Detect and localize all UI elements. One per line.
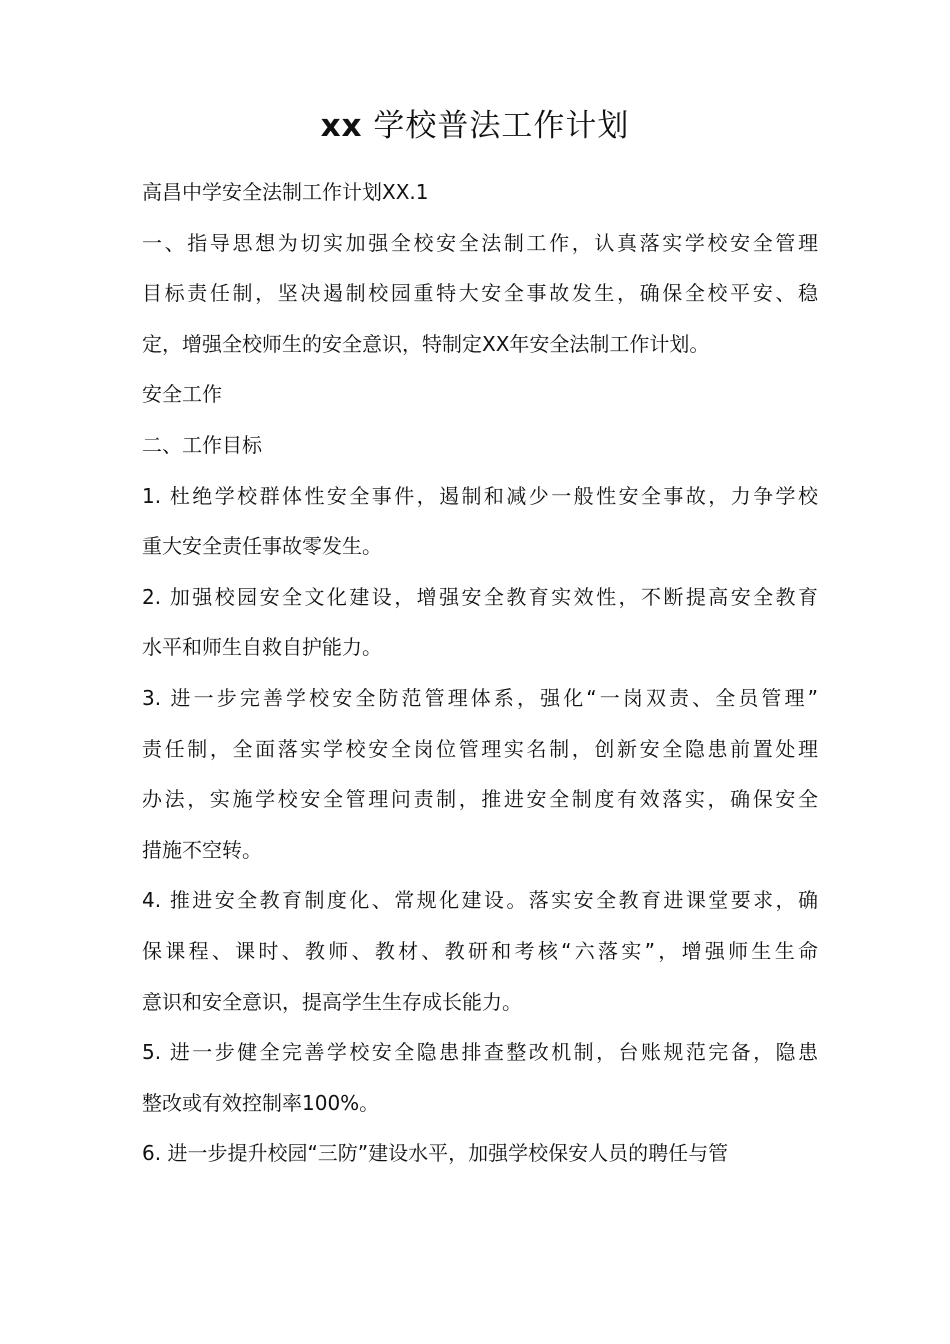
paragraph bbox=[142, 673, 818, 875]
paragraph-line: 办法，实施学校安全管理问责制，推进安全制度有效落实，确保安全 bbox=[142, 787, 818, 812]
subtitle-line: 高昌中学安全法制工作计划XX.1 bbox=[142, 180, 429, 204]
paragraph bbox=[142, 875, 818, 1027]
document-subtitle bbox=[142, 167, 818, 218]
paragraph-line: 措施不空转。 bbox=[142, 837, 262, 862]
paragraph-line: 整改或有效控制率100%。 bbox=[142, 1090, 380, 1115]
paragraph-line: 3. 进一步完善学校安全防范管理体系，强化“一岗双责、全员管理” bbox=[142, 685, 818, 710]
paragraph-line: 水平和师生自救自护能力。 bbox=[142, 635, 382, 660]
paragraph bbox=[142, 218, 818, 370]
paragraph-line: 重大安全责任事故零发生。 bbox=[142, 534, 382, 559]
paragraph-line: 2. 加强校园安全文化建设，增强安全教育实效性，不断提高安全教育 bbox=[142, 584, 818, 609]
paragraph-line: 意识和安全意识，提高学生生存成长能力。 bbox=[142, 989, 522, 1014]
document-body bbox=[142, 167, 818, 1179]
paragraph bbox=[142, 1128, 818, 1179]
paragraph-line: 保课程、课时、教师、教材、教研和考核“六落实”，增强师生生命 bbox=[142, 938, 818, 963]
paragraph bbox=[142, 369, 818, 420]
document-title bbox=[0, 102, 950, 150]
paragraph-line: 目标责任制，坚决遏制校园重特大安全事故发生，确保全校平安、稳 bbox=[142, 281, 818, 306]
paragraph bbox=[142, 1027, 818, 1128]
paragraph-line: 4. 推进安全教育制度化、常规化建设。落实安全教育进课堂要求，确 bbox=[142, 888, 818, 913]
paragraph-line: 1. 杜绝学校群体性安全事件，遏制和减少一般性安全事故，力争学校 bbox=[142, 483, 818, 508]
paragraph-line: 定，增强全校师生的安全意识，特制定XX年安全法制工作计划。 bbox=[142, 331, 710, 356]
paragraph bbox=[142, 471, 818, 572]
paragraph-line: 一、指导思想为切实加强全校安全法制工作，认真落实学校安全管理 bbox=[142, 230, 818, 255]
paragraph-line: 安全工作 bbox=[142, 382, 222, 407]
title-text: 学校普法工作计划 bbox=[373, 108, 630, 144]
paragraph bbox=[142, 572, 818, 673]
paragraph bbox=[142, 420, 818, 471]
paragraph-line: 5. 进一步健全完善学校安全隐患排查整改机制，台账规范完备，隐患 bbox=[142, 1040, 818, 1065]
paragraph-line: 二、工作目标 bbox=[142, 432, 262, 457]
title-prefix: xx bbox=[320, 108, 363, 144]
paragraph-line: 责任制，全面落实学校安全岗位管理实名制，创新安全隐患前置处理 bbox=[142, 736, 818, 761]
paragraph-line: 6. 进一步提升校园“三防”建设水平，加强学校保安人员的聘任与管 bbox=[142, 1141, 729, 1166]
